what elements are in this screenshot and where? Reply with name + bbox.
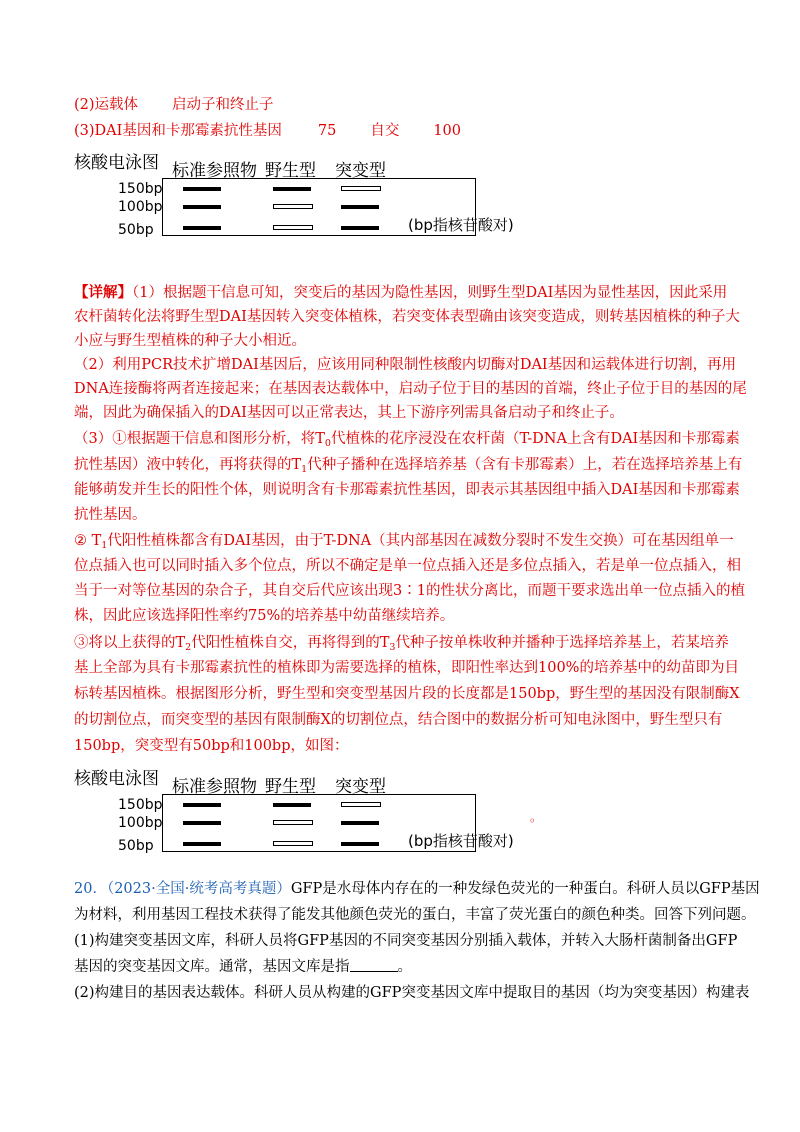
band-wild-150 — [273, 187, 311, 191]
detail-p2-l3: 端，因此为确保插入的DAI基因可以正常表达，其上下游序列需具备启动子和终止子。 — [74, 405, 624, 421]
detail-p3-l2: 抗性基因）液中转化，再将获得的$T_1$代种子播种在选择培养基（含有卡那霉素）上，若在选择培养基上有 — [74, 457, 743, 475]
band-wild-100 — [273, 204, 313, 209]
detail-p4-l3: 当于一对等位基因的杂合子，其自交后代应该出现3∶1的性状分离比，而题干要求选出单一位点插入的植 — [74, 583, 745, 599]
gel-figure-answer — [74, 148, 534, 248]
gel-figure-explanation — [74, 764, 534, 864]
q20-l2: 为材料，利用基因工程技术获得了能发其他颜色荧光的蛋白，丰富了荧光蛋白的颜色种类。回答下列问题。 — [74, 907, 756, 923]
gel-col-standard: 标准参照物 — [172, 777, 257, 797]
gel-note: (bp指核苷酸对) — [408, 832, 514, 850]
detail-p5-l5: 150bp，突变型有50bp和100bp，如图： — [74, 738, 349, 754]
q20-l3: (1)构建突变基因文库，科研人员将GFP基因的不同突变基因分别插入载体，并转入大肠杆菌制备出GFP — [74, 933, 738, 949]
detail-p1-l3: 小应与野生型植株的种子大小相近。 — [74, 333, 306, 349]
detail-p1-l1: 【详解】（1）根据题干信息可知，突变后的基因为隐性基因，则野生型DAI基因为显性基因，因此采用 — [74, 284, 728, 301]
band-standard-150 — [183, 803, 221, 807]
gel-col-wild: 野生型 — [265, 777, 316, 797]
bp-label-50: 50bp — [118, 838, 154, 854]
bp-label-100: 100bp — [118, 815, 163, 831]
band-mutant-100 — [341, 205, 379, 209]
bp-label-150: 150bp — [118, 181, 163, 197]
band-mutant-100 — [341, 821, 379, 825]
detail-p2-l1: （2）利用PCR技术扩增DAI基因后，应该用同种限制性核酸内切酶对DAI基因和运载体进行切割，再用 — [74, 357, 737, 373]
q20-l1: 20．（2023·全国·统考高考真题）GFP是水母体内存在的一种发绿色荧光的一种蛋白。科研人员以GFP基因 — [74, 881, 760, 897]
detail-p5-l1: ③将以上获得的$T_2$代阳性植株自交，再将得到的$T_3$代种子按单株收种并播种于选择培养基上，若某培养 — [74, 635, 729, 653]
band-mutant-150 — [341, 802, 381, 807]
gel-col-mutant: 突变型 — [335, 161, 386, 181]
detail-p4-l4: 株，因此应该选择阳性率约75%的培养基中幼苗继续培养。 — [74, 608, 455, 624]
gel-title: 核酸电泳图 — [74, 153, 159, 173]
q20-l4: 基因的突变基因文库。通常，基因文库是指 。 — [74, 959, 412, 975]
band-standard-100 — [183, 821, 221, 825]
band-wild-50 — [273, 841, 313, 846]
gel-note: (bp指核苷酸对) — [408, 216, 514, 234]
answer-blank[interactable] — [350, 959, 398, 972]
detail-p3-l3: 能够萌发并生长的阳性个体，则说明含有卡那霉素抗性基因，即表示其基因组中插入DAI基因和卡那霉素 — [74, 482, 740, 498]
gel-col-wild: 野生型 — [265, 161, 316, 181]
detail-p1-l2: 农杆菌转化法将野生型DAI基因转入突变体植株，若突变体表型确由该突变造成，则转基因植株的种子大 — [74, 309, 740, 325]
detail-p4-l1: ② $T_1$代阳性植株都含有DAI基因，由于T-DNA（其内部基因在减数分裂时不发生交换）可在基因组单一 — [74, 533, 734, 551]
detail-p5-l3: 标转基因植株。根据图形分析，野生型和突变型基因片段的长度都是150bp，野生型的基因没有限制酶X — [74, 686, 740, 702]
band-standard-150 — [183, 187, 221, 191]
detail-p5-l2: 基上全部为具有卡那霉素抗性的植株即为需要选择的植株，即阳性率达到100%的培养基中的幼苗即为目 — [74, 660, 739, 676]
answer-line-2: (2)运载体 启动子和终止子 — [74, 97, 274, 113]
band-standard-50 — [183, 226, 221, 230]
band-wild-50 — [273, 225, 313, 230]
detail-p2-l2: DNA连接酶将两者连接起来；在基因表达载体中，启动子位于目的基因的首端，终止子位于目的基因的尾 — [74, 381, 747, 397]
gel-title: 核酸电泳图 — [74, 769, 159, 789]
detail-p3-l1: （3）①根据题干信息和图形分析，将$T_0$代植株的花序浸没在农杆菌（T-DNA上含有DAI基因和卡那霉素 — [74, 431, 740, 449]
q20-l5: (2)构建目的基因表达载体。科研人员从构建的GFP突变基因文库中提取目的基因（均为突变基因）构建表 — [74, 985, 750, 1001]
band-wild-150 — [273, 803, 311, 807]
bp-label-50: 50bp — [118, 222, 154, 238]
answer-line-3: (3)DAI基因和卡那霉素抗性基因 75 自交 100 — [74, 123, 462, 139]
detail-p4-l2: 位点插入也可以同时插入多个位点，所以不确定是单一位点插入还是多位点插入，若是单一位点插入，相 — [74, 558, 741, 574]
gel-col-mutant: 突变型 — [335, 777, 386, 797]
bp-label-150: 150bp — [118, 797, 163, 813]
detail-p3-l4: 抗性基因。 — [74, 507, 147, 523]
gel-col-standard: 标准参照物 — [172, 161, 257, 181]
band-wild-100 — [273, 820, 313, 825]
band-mutant-50 — [341, 842, 379, 846]
band-mutant-150 — [341, 186, 381, 191]
bp-label-100: 100bp — [118, 199, 163, 215]
band-standard-50 — [183, 842, 221, 846]
red-mark: 。 — [530, 810, 543, 824]
band-mutant-50 — [341, 226, 379, 230]
band-standard-100 — [183, 205, 221, 209]
detail-p5-l4: 的切割位点，而突变型的基因有限制酶X的切割位点，结合图中的数据分析可知电泳图中，野生型只有 — [74, 712, 723, 728]
